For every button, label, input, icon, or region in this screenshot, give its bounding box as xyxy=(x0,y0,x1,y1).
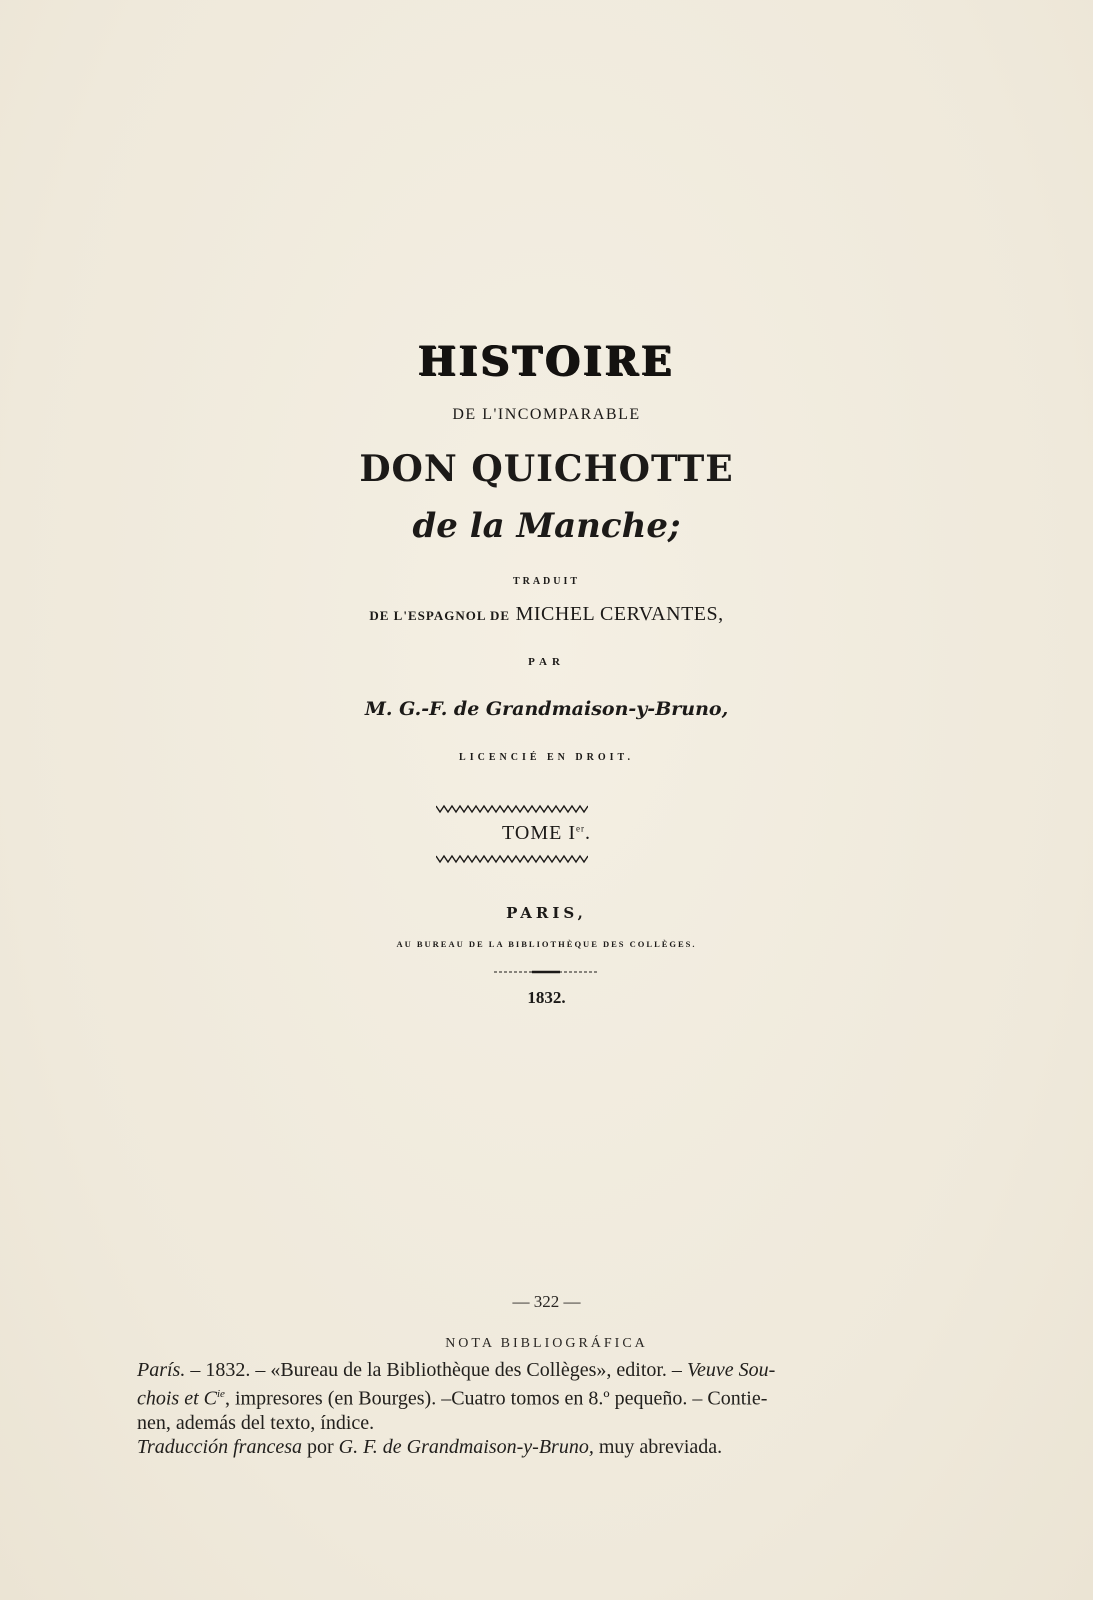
volume-period: . xyxy=(584,822,591,844)
note-line-4 xyxy=(137,1435,897,1459)
volume-text: TOME I xyxy=(502,822,576,844)
note-printer-a: Veuve Sou- xyxy=(686,1359,776,1381)
note-translator: G. F. de Grandmaison-y-Bruno, xyxy=(338,1435,594,1458)
translator-name: M. G.-F. de Grandmaison-y-Bruno, xyxy=(364,698,729,720)
label-par: PAR xyxy=(528,656,565,668)
page-number: — 322 — xyxy=(512,1292,581,1311)
wavy-rule-top xyxy=(436,804,588,814)
volume-superscript: er xyxy=(575,823,585,834)
note-place: París. xyxy=(137,1359,186,1381)
volume-label xyxy=(0,822,1093,845)
espagnol-prefix: DE L'ESPAGNOL DE xyxy=(369,608,511,623)
note-line-3: nen, además del texto, índice. xyxy=(137,1411,375,1434)
translated-from-line xyxy=(0,603,1093,626)
note-line2-text: , impresores (en Bourges). –Cuatro tomos en 8.º pequeño. – Contie- xyxy=(224,1387,768,1410)
note-line1-text: – 1832. – «Bureau de la Bibliothèque des Collèges», editor. – xyxy=(185,1359,687,1381)
note-line-2 xyxy=(137,1382,897,1411)
note-line-1 xyxy=(137,1358,897,1382)
imprint-year: 1832. xyxy=(527,988,566,1007)
imprint-publisher: AU BUREAU DE LA BIBLIOTHÈQUE DES COLLÈGES. xyxy=(396,939,697,949)
note-printer-b: chois et C xyxy=(137,1387,217,1410)
title-histoire: HISTOIRE xyxy=(418,338,675,385)
author-firstname: MICHEL xyxy=(515,603,595,625)
label-traduit: TRADUIT xyxy=(512,576,581,587)
note-translation-label: Traducción francesa xyxy=(137,1435,302,1458)
imprint-city: PARIS, xyxy=(506,904,587,922)
note-line4-text: muy abreviada. xyxy=(593,1435,723,1458)
note-por: por xyxy=(302,1435,339,1458)
title-don-quichotte: DON QUICHOTTE xyxy=(359,448,734,490)
bibliographic-note xyxy=(137,1358,897,1459)
title-de-la-manche: de la Manche; xyxy=(412,506,681,546)
subtitle-incomparable: DE L'INCOMPARABLE xyxy=(452,406,641,423)
ornamental-dash xyxy=(494,970,598,974)
nota-heading: NOTA BIBLIOGRÁFICA xyxy=(445,1336,648,1351)
translator-degree: LICENCIÉ EN DROIT. xyxy=(459,752,634,763)
wavy-rule-bottom xyxy=(436,854,588,864)
author-surname: CERVANTES, xyxy=(600,603,724,625)
note-printer-sup: ie xyxy=(217,1388,225,1400)
